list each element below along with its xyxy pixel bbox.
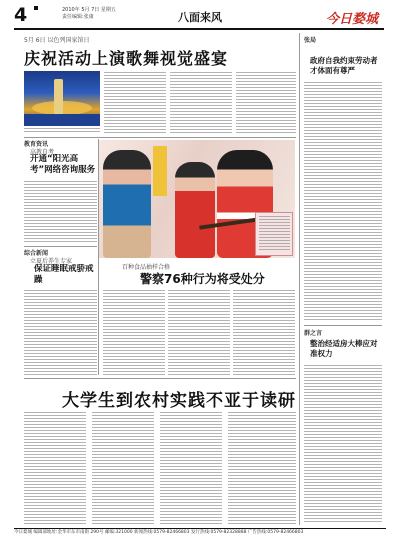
brief1-body xyxy=(24,181,97,243)
right-label-2: 群之言 xyxy=(304,330,323,337)
brief1-kicker: 高教自考 xyxy=(30,149,55,156)
masthead-rule xyxy=(14,28,384,30)
divider xyxy=(24,246,97,247)
brief1-tag: 教育资讯 xyxy=(24,141,49,148)
column-rule xyxy=(299,33,300,525)
page-number-marker xyxy=(34,6,38,10)
brief2-tag: 综合新闻 xyxy=(24,250,49,257)
mid-body-col3 xyxy=(233,290,295,376)
page-footer: 今日婺城 编辑部地址:金华市东市南街 290号 邮编:321000 新闻热线:0579-82466803 发行热线:0579-82328888 广告热线:0579-82466803 xyxy=(14,528,386,536)
feature-body-col3 xyxy=(160,412,222,524)
mid-body-col2 xyxy=(168,290,230,376)
right-body-2 xyxy=(304,365,382,523)
lead-body-col1 xyxy=(104,72,166,134)
right-headline-1: 政府自我约束劳动者才体面有尊严 xyxy=(310,56,378,75)
issue-info xyxy=(62,7,172,21)
mid-body-col1 xyxy=(103,290,165,376)
feature-headline: 大学生到农村实践不亚于读研 xyxy=(62,391,296,408)
divider xyxy=(304,325,382,326)
brief2-kicker: 立夏后养生专家 xyxy=(30,258,73,265)
divider xyxy=(24,137,296,138)
page-number: 4 xyxy=(14,4,28,26)
lead-photo xyxy=(24,71,100,126)
right-label-1: 张局 xyxy=(304,37,317,44)
newspaper-brand: 今日婺城 xyxy=(325,12,378,27)
brief1-headline: 开通“阳光高考”网络咨询服务 xyxy=(30,154,96,175)
lead-kicker: 5月 6日 以色列国家馆日 xyxy=(24,37,90,44)
mid-headline: 警察76种行为将受处分 xyxy=(140,272,265,286)
lead-body-col2 xyxy=(170,72,232,134)
section-title: 八面来风 xyxy=(178,11,222,24)
right-headline-2: 整治经适房大棒应对准权力 xyxy=(310,339,378,358)
mid-kicker: 百种食品抽样合格 xyxy=(122,264,171,271)
lead-headline: 庆祝活动上演歌舞视觉盛宴 xyxy=(24,49,229,68)
issue-date: 2010年 5月 7日 星期五 xyxy=(62,7,116,13)
divider xyxy=(24,378,296,379)
feature-body-col2 xyxy=(92,412,154,524)
feature-body-col4 xyxy=(228,412,296,524)
right-body-1 xyxy=(304,82,382,322)
feature-body-col1 xyxy=(24,412,86,524)
brief2-body xyxy=(24,290,97,375)
brief2-headline: 保证睡眠戒骄戒躁 xyxy=(34,264,94,285)
lead-photo-caption xyxy=(24,128,100,134)
issue-editor: 责任编辑:张康 xyxy=(62,14,94,20)
masthead xyxy=(0,0,400,30)
lead-body-col3 xyxy=(236,72,296,134)
photo-caption-box xyxy=(255,212,293,256)
